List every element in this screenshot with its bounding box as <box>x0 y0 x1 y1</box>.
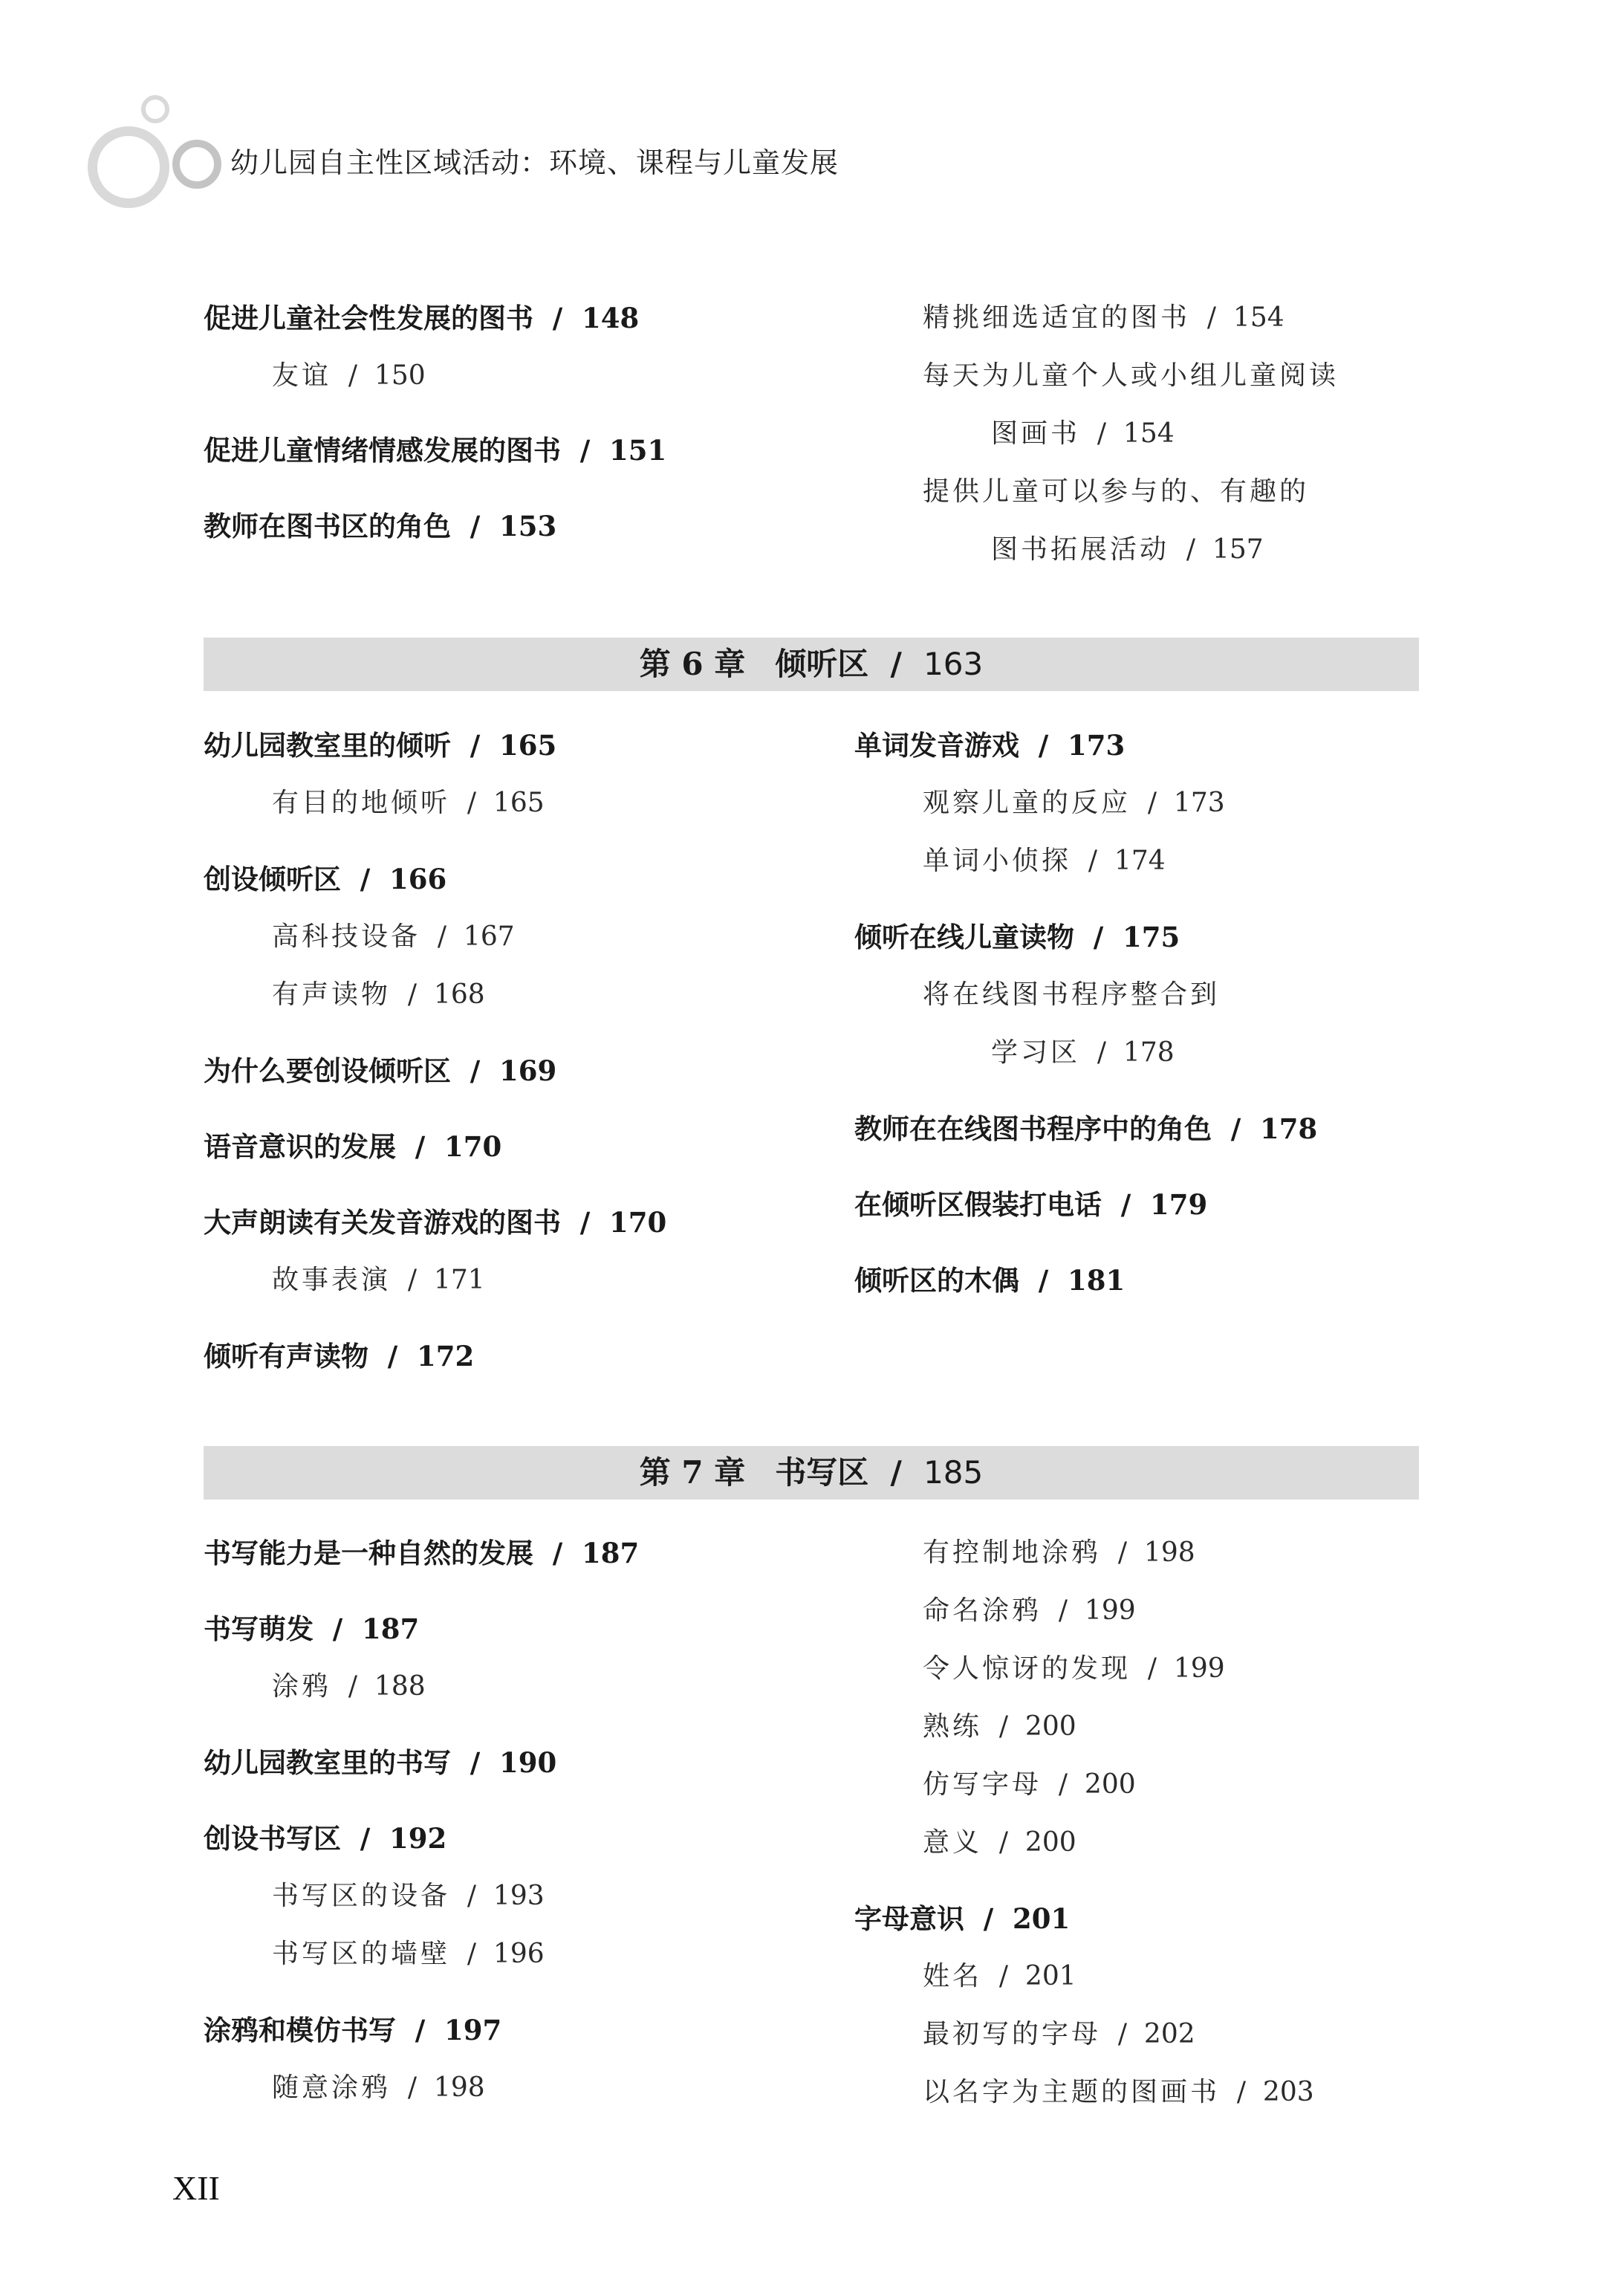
toc-entry-title: 幼儿园教室里的倾听 <box>204 729 451 762</box>
toc-entry-page-number: 153 <box>499 510 557 542</box>
toc-entry-separator: / <box>391 2072 434 2103</box>
toc-entry-title: 语音意识的发展 <box>204 1130 396 1163</box>
toc-entry-separator: / <box>1220 2077 1263 2107</box>
toc-entry-title: 促进儿童情绪情感发展的图书 <box>204 434 561 467</box>
toc-entry-page-number: 187 <box>582 1537 640 1569</box>
toc-subsection-entry[interactable] <box>272 979 485 1010</box>
toc-entry-page-number: 198 <box>1143 1537 1195 1568</box>
toc-entry-separator: / <box>1131 1653 1174 1684</box>
toc-entry-title: 姓名 <box>923 1961 983 1991</box>
toc-entry-separator: / <box>1101 1537 1144 1568</box>
toc-entry-separator: / <box>1071 846 1114 876</box>
toc-entry-title: 有控制地涂鸦 <box>923 1537 1102 1568</box>
toc-entry-title: 最初写的字母 <box>923 2019 1102 2049</box>
toc-entry-title: 在倾听区假装打电话 <box>854 1188 1102 1221</box>
toc-subsection-entry[interactable] <box>923 790 1225 817</box>
toc-entry-separator: / <box>391 1265 434 1295</box>
toc-entry-title: 教师在图书区的角色 <box>204 510 451 542</box>
toc-entry-title: 观察儿童的反应 <box>923 788 1131 818</box>
toc-entry-page-number: 151 <box>609 434 667 467</box>
toc-section-entry[interactable] <box>204 1054 557 1087</box>
chapter-title: 倾听区 <box>775 646 869 682</box>
page-number: XII <box>172 2169 220 2207</box>
toc-entry-page-number: 200 <box>1024 1827 1076 1858</box>
toc-entry-separator: / <box>450 788 493 818</box>
toc-entry-title: 熟练 <box>923 1711 983 1742</box>
toc-entry-separator: / <box>331 1671 374 1702</box>
toc-subsection-entry[interactable] <box>923 2079 1314 2106</box>
toc-entry-separator: / <box>451 729 500 762</box>
toc-entry-page-number: 154 <box>1232 302 1284 333</box>
toc-entry-title: 命名涂鸦 <box>923 1595 1042 1626</box>
toc-entry-title: 单词发音游戏 <box>854 729 1019 762</box>
chapter-separator: / <box>868 1454 924 1491</box>
toc-subsection-entry[interactable] <box>272 1941 545 1968</box>
toc-entry-page-number: 167 <box>463 921 515 952</box>
toc-subsection-entry[interactable] <box>272 921 515 952</box>
toc-entry-page-number: 198 <box>433 2072 485 2103</box>
toc-entry-separator: / <box>982 1827 1025 1858</box>
chapter-heading <box>204 1446 1419 1500</box>
toc-subsection-entry[interactable] <box>272 790 545 817</box>
toc-entry-separator: / <box>533 1537 582 1569</box>
toc-entry-page-number: 199 <box>1173 1653 1225 1684</box>
toc-entry-title: 倾听有声读物 <box>204 1340 368 1372</box>
toc-entry-separator: / <box>391 979 434 1010</box>
toc-entry-page-number: 175 <box>1123 921 1180 953</box>
toc-entry-separator: / <box>450 1881 493 1911</box>
toc-entry-title: 故事表演 <box>272 1265 392 1295</box>
toc-entry-title: 单词小侦探 <box>923 846 1072 876</box>
chapter-number: 第 6 章 <box>639 646 746 682</box>
toc-subsection-entry[interactable] <box>991 1037 1175 1068</box>
toc-entry-title: 友谊 <box>272 360 332 391</box>
toc-subsection-entry[interactable] <box>923 1653 1225 1684</box>
toc-entry-title: 每天为儿童个人或小组儿童阅读 <box>923 360 1339 391</box>
toc-entry-page-number: 200 <box>1084 1769 1136 1800</box>
toc-entry-title: 学习区 <box>991 1037 1081 1068</box>
toc-entry-page-number: 178 <box>1123 1037 1175 1068</box>
toc-entry-separator: / <box>561 434 610 467</box>
toc-entry-title: 以名字为主题的图画书 <box>923 2077 1221 2107</box>
toc-entry-separator: / <box>331 360 374 391</box>
toc-subsection-entry[interactable] <box>991 534 1264 565</box>
toc-section-entry[interactable] <box>854 1902 1071 1935</box>
toc-entry-title: 有目的地倾听 <box>272 788 451 818</box>
toc-section-entry[interactable] <box>204 302 640 334</box>
toc-entry-separator: / <box>1101 2019 1144 2049</box>
toc-entry-page-number: 178 <box>1260 1112 1318 1145</box>
chapter-heading-bar[interactable] <box>204 638 1419 691</box>
toc-section-entry[interactable] <box>854 1188 1208 1221</box>
toc-entry-separator: / <box>982 1961 1025 1991</box>
toc-subsection-entry[interactable] <box>272 360 426 391</box>
toc-subsection-entry[interactable] <box>923 848 1166 875</box>
toc-subsection-entry[interactable] <box>923 1963 1076 1990</box>
decorative-circle-large <box>88 126 169 208</box>
toc-subsection-entry[interactable] <box>272 2072 485 2103</box>
toc-entry-page-number: 171 <box>433 1265 485 1295</box>
decorative-circle-medium <box>172 140 221 189</box>
toc-entry-title: 涂鸦和模仿书写 <box>204 2014 396 2046</box>
toc-entry-title: 仿写字母 <box>923 1769 1042 1800</box>
toc-section-entry[interactable] <box>854 921 1180 953</box>
toc-section-entry[interactable] <box>204 1130 502 1163</box>
toc-entry-page-number: 157 <box>1212 534 1264 565</box>
chapter-title: 书写区 <box>775 1454 869 1491</box>
toc-entry-title: 意义 <box>923 1827 983 1858</box>
toc-entry-title: 将在线图书程序整合到 <box>923 979 1221 1010</box>
toc-subsection-entry[interactable] <box>923 1537 1195 1568</box>
toc-entry-title: 高科技设备 <box>272 921 421 952</box>
toc-entry-title: 倾听区的木偶 <box>854 1264 1019 1297</box>
toc-entry-title: 教师在在线图书程序中的角色 <box>854 1112 1212 1145</box>
toc-entry-separator: / <box>451 510 500 542</box>
toc-entry-separator: / <box>396 2014 445 2046</box>
chapter-number: 第 7 章 <box>639 1454 746 1491</box>
toc-entry-separator: / <box>1019 729 1068 762</box>
toc-entry-title: 有声读物 <box>272 979 392 1010</box>
toc-section-entry[interactable] <box>204 1206 667 1239</box>
toc-entry-separator: / <box>561 1206 610 1239</box>
toc-entry-separator: / <box>368 1340 418 1372</box>
toc-entry-separator: / <box>1019 1264 1068 1297</box>
toc-entry-page-number: 150 <box>374 360 426 391</box>
toc-entry-page-number: 174 <box>1114 846 1166 876</box>
toc-entry-title: 令人惊讶的发现 <box>923 1653 1131 1684</box>
toc-entry-page-number: 187 <box>362 1612 420 1645</box>
chapter-heading-bar[interactable] <box>204 1446 1419 1500</box>
running-header-title: 幼儿园自主性区域活动：环境、课程与儿童发展 <box>230 146 839 179</box>
toc-entry-title: 倾听在线儿童读物 <box>854 921 1074 953</box>
toc-entry-page-number: 169 <box>499 1054 557 1087</box>
chapter-separator: / <box>868 646 924 682</box>
toc-entry-title: 书写区的设备 <box>272 1881 451 1911</box>
toc-entry-title: 促进儿童社会性发展的图书 <box>204 302 533 334</box>
toc-entry-page-number: 173 <box>1173 788 1225 818</box>
toc-entry-separator: / <box>396 1130 445 1163</box>
toc-subsection-entry[interactable] <box>923 1711 1076 1742</box>
toc-entry-title: 精挑细选适宜的图书 <box>923 302 1191 333</box>
toc-entry-separator: / <box>982 1711 1025 1742</box>
decorative-circle-small <box>141 95 169 123</box>
toc-subsection-entry[interactable] <box>923 979 1221 1010</box>
toc-entry-separator: / <box>964 1902 1013 1935</box>
toc-subsection-entry[interactable] <box>923 1769 1136 1800</box>
toc-entry-page-number: 203 <box>1262 2077 1314 2107</box>
toc-subsection-entry[interactable] <box>272 1883 545 1910</box>
toc-section-entry[interactable] <box>204 434 667 467</box>
toc-entry-title: 创设书写区 <box>204 1822 341 1855</box>
toc-entry-page-number: 168 <box>433 979 485 1010</box>
toc-entry-separator: / <box>1131 788 1174 818</box>
toc-entry-separator: / <box>341 863 390 895</box>
toc-entry-separator: / <box>1080 418 1123 449</box>
toc-subsection-entry[interactable] <box>923 302 1284 333</box>
toc-subsection-entry[interactable] <box>923 1595 1136 1626</box>
toc-entry-page-number: 199 <box>1084 1595 1136 1626</box>
toc-entry-title: 幼儿园教室里的书写 <box>204 1746 451 1779</box>
toc-section-entry[interactable] <box>204 1612 420 1645</box>
toc-subsection-entry[interactable] <box>923 1829 1076 1856</box>
toc-entry-separator: / <box>1102 1188 1151 1221</box>
toc-section-entry[interactable] <box>854 1112 1318 1145</box>
toc-entry-title: 图画书 <box>991 418 1081 449</box>
toc-subsection-entry[interactable] <box>272 1673 426 1700</box>
toc-section-entry[interactable] <box>204 2014 502 2046</box>
toc-entry-page-number: 188 <box>374 1671 426 1702</box>
toc-entry-separator: / <box>1169 534 1212 565</box>
chapter-page-number: 185 <box>923 1454 984 1491</box>
toc-entry-page-number: 202 <box>1143 2019 1195 2049</box>
toc-entry-separator: / <box>314 1612 363 1645</box>
toc-entry-title: 书写萌发 <box>204 1612 314 1645</box>
toc-entry-page-number: 196 <box>493 1939 545 1969</box>
toc-entry-page-number: 179 <box>1150 1188 1208 1221</box>
toc-section-entry[interactable] <box>204 1822 447 1855</box>
toc-entry-title: 书写区的墙壁 <box>272 1939 451 1969</box>
toc-section-entry[interactable] <box>854 729 1126 762</box>
toc-section-entry[interactable] <box>854 1264 1126 1297</box>
toc-entry-page-number: 170 <box>444 1130 502 1163</box>
toc-entry-page-number: 165 <box>499 729 557 762</box>
toc-section-entry[interactable] <box>204 729 557 762</box>
toc-entry-page-number: 197 <box>444 2014 502 2046</box>
toc-entry-separator: / <box>451 1054 500 1087</box>
toc-entry-page-number: 166 <box>389 863 447 895</box>
toc-entry-page-number: 172 <box>417 1340 475 1372</box>
chapter-page-number: 163 <box>923 646 984 682</box>
toc-entry-page-number: 190 <box>499 1746 557 1779</box>
toc-entry-separator: / <box>533 302 582 334</box>
toc-section-entry[interactable] <box>204 510 557 542</box>
toc-entry-title: 随意涂鸦 <box>272 2072 392 2103</box>
toc-section-entry[interactable] <box>204 863 447 895</box>
toc-section-entry[interactable] <box>204 1746 557 1779</box>
toc-entry-separator: / <box>1080 1037 1123 1068</box>
toc-entry-title: 为什么要创设倾听区 <box>204 1054 451 1087</box>
toc-entry-separator: / <box>451 1746 500 1779</box>
toc-subsection-entry[interactable] <box>923 360 1339 391</box>
toc-entry-page-number: 154 <box>1123 418 1175 449</box>
toc-entry-separator: / <box>450 1939 493 1969</box>
toc-entry-page-number: 201 <box>1013 1902 1071 1935</box>
toc-section-entry[interactable] <box>204 1537 640 1569</box>
toc-entry-separator: / <box>1074 921 1123 953</box>
toc-entry-title: 提供儿童可以参与的、有趣的 <box>923 476 1310 507</box>
toc-entry-title: 字母意识 <box>854 1902 964 1935</box>
toc-subsection-entry[interactable] <box>923 2021 1195 2048</box>
toc-entry-title: 图书拓展活动 <box>991 534 1170 565</box>
toc-entry-page-number: 201 <box>1024 1961 1076 1991</box>
toc-entry-page-number: 193 <box>493 1881 545 1911</box>
toc-entry-separator: / <box>341 1822 390 1855</box>
toc-entry-page-number: 170 <box>609 1206 667 1239</box>
toc-entry-page-number: 173 <box>1068 729 1126 762</box>
toc-entry-page-number: 165 <box>493 788 545 818</box>
toc-entry-separator: / <box>1042 1769 1085 1800</box>
toc-entry-page-number: 181 <box>1068 1264 1126 1297</box>
toc-entry-title: 涂鸦 <box>272 1671 332 1702</box>
toc-entry-separator: / <box>1212 1112 1261 1145</box>
toc-entry-title: 大声朗读有关发音游戏的图书 <box>204 1206 561 1239</box>
toc-subsection-entry[interactable] <box>991 418 1175 449</box>
toc-entry-title: 书写能力是一种自然的发展 <box>204 1537 533 1569</box>
toc-entry-separator: / <box>1042 1595 1085 1626</box>
toc-entry-page-number: 192 <box>389 1822 447 1855</box>
toc-entry-page-number: 200 <box>1024 1711 1076 1742</box>
toc-entry-page-number: 148 <box>582 302 640 334</box>
toc-entry-separator: / <box>1190 302 1233 333</box>
toc-subsection-entry[interactable] <box>923 476 1310 507</box>
toc-subsection-entry[interactable] <box>272 1267 485 1294</box>
toc-entry-separator: / <box>420 921 464 952</box>
toc-entry-title: 创设倾听区 <box>204 863 341 895</box>
toc-section-entry[interactable] <box>204 1340 475 1372</box>
chapter-heading <box>204 638 1419 691</box>
